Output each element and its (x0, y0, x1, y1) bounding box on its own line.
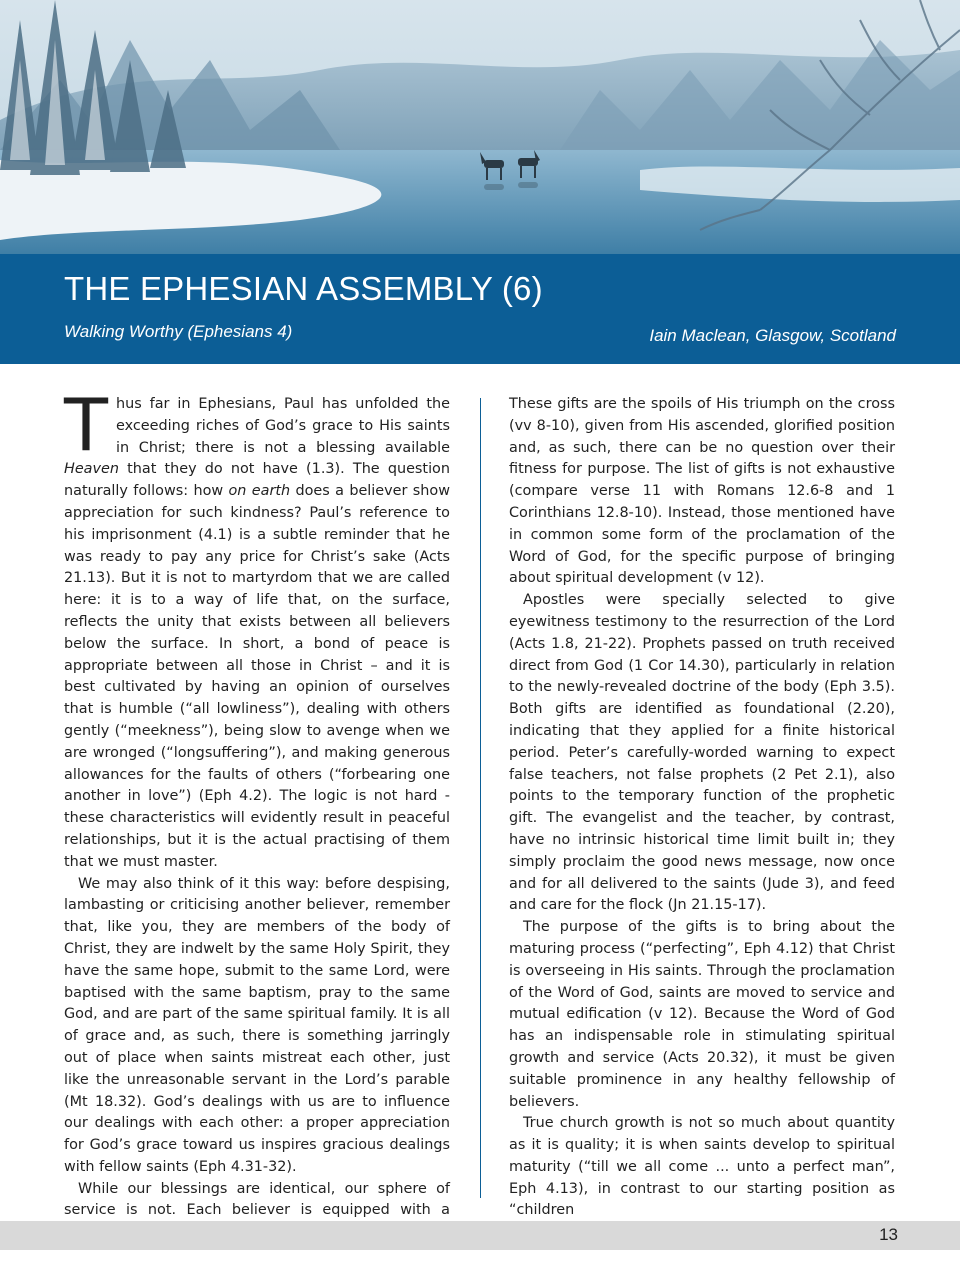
right-column (509, 394, 895, 1219)
winter-lake-illustration (0, 0, 960, 254)
emphasis-text: Heaven (64, 461, 119, 478)
right-paragraph-1: These gifts are the spoils of His triumph on the cross (vv 8-10), given from His ascended, glorified position and, as such, there can be no question over their fitness for purpose. The list of gifts is not exhaustive (compare verse 11 with Romans 12.6-8 and 1 Corinthians 12.8-10). Instead, those mentioned have in common some form of the proclamation of the Word of God, for the specific purpose of bringing about spiritual development (v 12). (509, 396, 895, 587)
column-divider (480, 398, 481, 1198)
right-paragraph-2: Apostles were specially selected to give eyewitness testimony to the resurrection of the Lord (Acts 1.8, 21-22). Prophets passed on truth received direct from God (1 Cor 14.30), particularly in relation to the newly-revealed doctrine of the body (Eph 3.5). Both gifts are identified as foundational (2.20), indicating that they applied for a finite historical period. Peter’s carefully-worded warning to expect false teachers, not false prophets (2 Pet 2.1), also points to the temporary function of the prophetic gift. The evangelist and the teacher, by contrast, have no intrinsic historical time limit built in; they simply proclaim the good news message, now once and for all delivered to the saints (Jude 3), and feed and care for the flock (Jn 21.15-17). (509, 592, 895, 914)
page-number: 13 (879, 1225, 898, 1244)
paragraph-text: does a believer show appreciation for such kindness? Paul’s reference to his imprisonment (4.1) is a subtle reminder that he was ready to pay any price for Christ’s sake (Acts 21.13). But it is not to martyrdom that we are called here: it is to a way of life that, on the surface, reflects the unity that exists between all believers below the surface. In short, a bond of peace is appropriate between all those in Christ – and it is best cultivated by having an opinion of ourselves that is humble (“all lowliness”), dealing with others gently (“meekness”), being slow to avenge when we are wronged (“longsuffering”), and making generous allowances for the faults of others (“forbearing one another in love”) (Eph 4.2). The logic is not hard - these characteristics will evidently result in peaceful relationships, but it is the actual practising of them that we must master. (64, 483, 450, 870)
paragraph-text: that they do not have (1.3). The question naturally follows: how (64, 461, 450, 500)
drop-cap: T (64, 383, 108, 467)
article-author: Iain Maclean, Glasgow, Scotland (649, 326, 896, 345)
emphasis-text: on earth (228, 483, 291, 500)
hero-image (0, 0, 960, 254)
article-title: THE EPHESIAN ASSEMBLY (6) (64, 270, 543, 307)
right-paragraph-3: The purpose of the gifts is to bring about the maturing process (“perfecting”, Eph 4.12) that Christ is overseeing in His saints. Through the proclamation of the Word of God, saints are moved to service and mutual edification (v 12). Because the Word of God has an indispensable role in stimulating spiritual growth and service (Acts 20.32), it must be given suitable prominence in any healthy fellowship of believers. (509, 919, 895, 1110)
left-paragraph-1 (64, 383, 450, 874)
article-subtitle: Walking Worthy (Ephesians 4) (64, 322, 293, 341)
left-paragraph-3: While our blessings are identical, our sphere of service is not. Each believer is equipped with a (64, 1180, 450, 1219)
title-banner (0, 254, 960, 364)
left-column (64, 383, 450, 1219)
right-paragraph-4: True church growth is not so much about quantity as it is quality; it is when saints develop to spiritual maturity (“till we all come ... unto a perfect man”, Eph 4.13), in contrast to our starting position as “children (509, 1115, 895, 1219)
left-paragraph-2: We may also think of it this way: before despising, lambasting or criticising another believer, remember that, like you, they are members of the body of Christ, they are indwelt by the same Holy Spirit, they have the same hope, submit to the same Lord, were baptised with the same baptism, pray to the same God, and are part of the same spiritual family. It is all of grace and, as such, there is something jarringly out of place when saints mistreat each other, just like the unreasonable servant in the Lord’s parable (Mt 18.32). God’s dealings with us are to influence our dealings with each other: a proper appreciation for God’s grace toward us inspires gracious dealings with fellow saints (Eph 4.31-32). (64, 875, 450, 1175)
page-footer (0, 1221, 960, 1250)
paragraph-text: hus far in Ephesians, Paul has unfolded the exceeding riches of God’s grace to His saints in Christ; there is not a blessing available (115, 396, 450, 456)
